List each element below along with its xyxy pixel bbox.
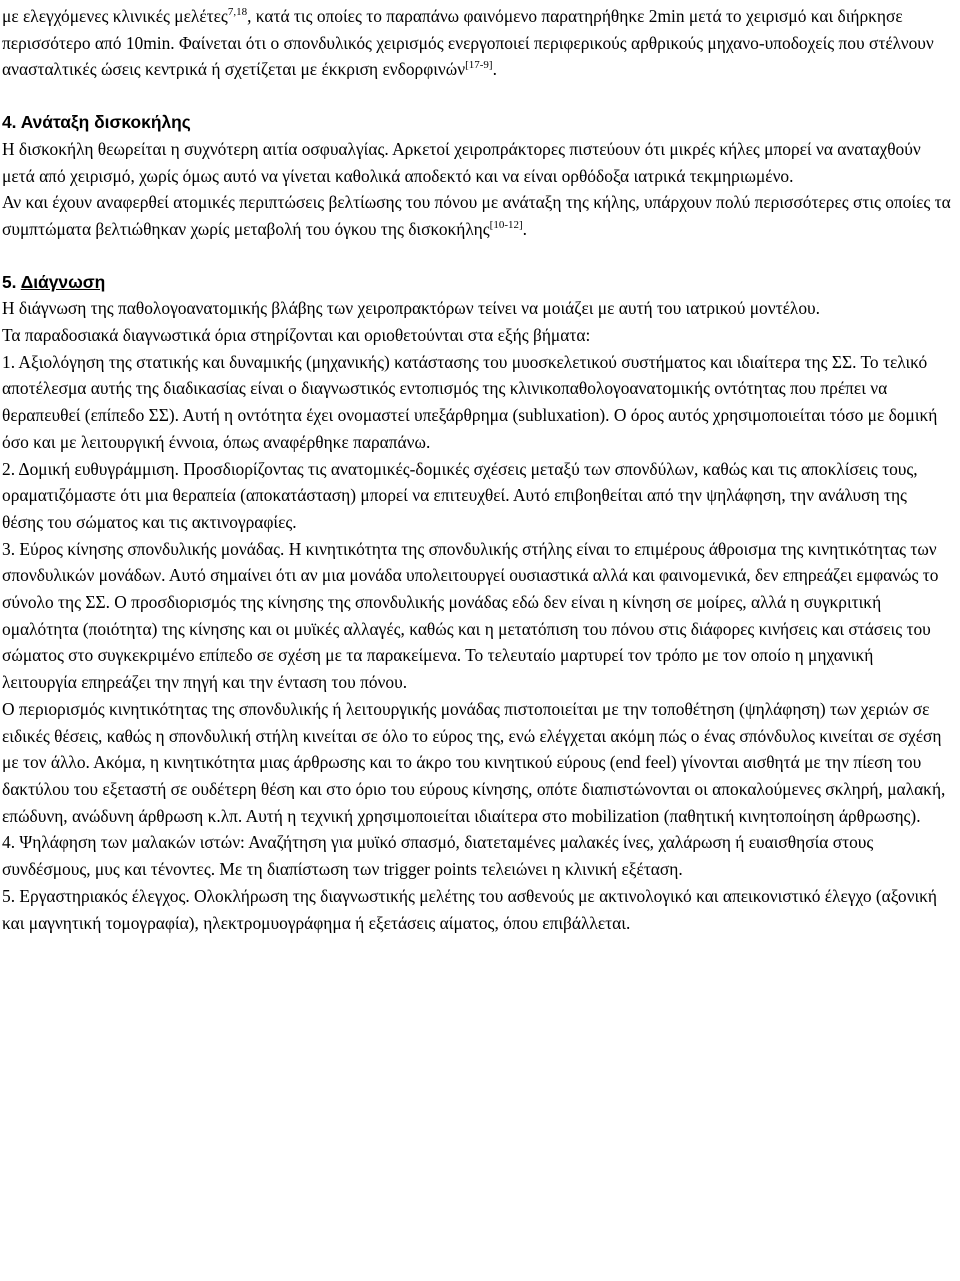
section-5-heading xyxy=(2,269,952,296)
step-3-paragraph: 3. Εύρος κίνησης σπονδυλικής μονάδας. Η κινητικότητα της σπονδυλικής στήλης είναι το επιμέρους άθροισμα της κινητικότητας των σπονδυλικών μονάδων. Αυτό σημαίνει ότι αν μια μονάδα υπολειτουργεί ουσιαστικά αλλά και φαινομενικά, δεν επηρεάζει εμφανώς το σύνολο της ΣΣ. Ο προσδιορισμός της κίνησης της σπονδυλικής μονάδας εδώ δεν είναι η κίνηση σε μοίρες, αλλά η συγκριτική ομαλότητα (ποιότητα) της κίνησης και οι μυϊκές αλλαγές, καθώς και η μετατόπιση του πόνου στις διάφορες κινήσεις και στάσεις του σώματος στο συγκεκριμένο επίπεδο σε σχέση με τα παρακείμενα. Το τελευταίο μαρτυρεί τον τρόπο με τον οποίο η μηχανική λειτουργία επηρεάζει την πηγή και την ένταση του πόνου. xyxy=(2,538,939,693)
section-5-heading-number: 5. xyxy=(2,271,21,292)
section-5-paragraph-2: Τα παραδοσιακά διαγνωστικά όρια στηρίζονται και οριοθετούνται στα εξής βήματα: xyxy=(2,325,591,346)
section-4-paragraph-1: Η δισκοκήλη θεωρείται η συχνότερη αιτία οσφυαλγίας. Αρκετοί χειροπράκτορες πιστεύουν ότι μικρές κήλες μπορεί να αναταχθούν μετά από χειρισμό, χωρίς όμως αυτό να γίνεται καθολικά αποδεκτό και να είναι ορθόδοξα ιατρικά τεκμηριωμένο. xyxy=(2,138,921,186)
paragraph-text: , κατά τις οποίες το παραπάνω φαινόμενο παρατηρήθηκε 2min μετά το χειρισμό και διήρκησε περισσότερο από 10min. Φαίνεται ότι ο σπονδυλικός χειρισμός ενεργοποιεί περιφερικούς αρθρικούς μηχανο-υποδοχείς που στέλνουν ανασταλτικές ώσεις κεντρικά ή σχετίζεται με έκκριση ενδορφινών xyxy=(2,6,934,80)
section-4-heading: 4. Ανάταξη δισκοκήλης xyxy=(2,112,191,133)
citation-superscript: [17-9] xyxy=(465,59,493,72)
section-5-paragraph-1: Η διάγνωση της παθολογοανατομικής βλάβης των χειροπρακτόρων τείνει να μοιάζει με αυτή του ιατρικού μοντέλου. xyxy=(2,298,820,319)
step-2-paragraph: 2. Δομική ευθυγράμμιση. Προσδιορίζοντας τις ανατομικές-δομικές σχέσεις μεταξύ των σπονδύλων, καθώς και τις αποκλίσεις τους, οραματιζόμαστε ότι μια θεραπεία (αποκατάσταση) μπορεί να επιτευχθεί. Αυτό επιβοηθείται από την ψηλάφηση, την ανάλυση της θέσης του σώματος και τις ακτινογραφίες. xyxy=(2,458,918,532)
citation-superscript: [10-12] xyxy=(489,219,523,232)
section-3-tail-paragraph xyxy=(2,3,952,83)
step-3-continuation-paragraph: Ο περιορισμός κινητικότητας της σπονδυλικής ή λειτουργικής μονάδας πιστοποιείται με την τοποθέτηση (ψηλάφηση) των χεριών σε ειδικές θέσεις, καθώς η σπονδυλική στήλη κινείται σε όλο το εύρος της, ενώ ελέγχεται ακόμη πώς ο ένας σπόνδυλος κινείται σε σχέση με τον άλλο. Ακόμα, η κινητικότητα μιας άρθρωσης και το άκρο του κινητικού εύρους (end feel) γίνονται αισθητά με την πίεση του δακτύλου του εξεταστή σε ουδέτερη θέση και στο όριο του εύρους κίνησης, οπότε διαπιστώνονται οι αποκαλούμενες σκληρή, μαλακή, επώδυνη, ανώδυνη άρθρωση κ.λπ. Αυτή η τεχνική χρησιμοποιείται ιδιαίτερα στο mobilization (παθητική κινητοποίηση άρθρωσης). xyxy=(2,698,946,826)
section-5-heading-text: Διάγνωση xyxy=(20,271,106,292)
paragraph-text: με ελεγχόμενες κλινικές μελέτες xyxy=(2,6,228,26)
step-4-paragraph: 4. Ψηλάφηση των μαλακών ιστών: Αναζήτηση για μυϊκό σπασμό, διατεταμένες μαλακές ίνες, χαλάρωση ή ευαισθησία στους συνδέσμους, μυς και τένοντες. Με τη διαπίστωση των trigger points τελειώνει η κλινική εξέταση. xyxy=(2,832,874,880)
step-5-paragraph: 5. Εργαστηριακός έλεγχος. Ολοκλήρωση της διαγνωστικής μελέτης του ασθενούς με ακτινολογικό και απεικονιστικό έλεγχο (αξονική και μαγνητική τομογραφία), ηλεκτρομυογράφημα ή εξετάσεις αίματος, όπου επιβάλλεται. xyxy=(2,885,937,933)
paragraph-text: . xyxy=(492,59,497,80)
paragraph-text: Αν και έχουν αναφερθεί ατομικές περιπτώσεις βελτίωσης του πόνου με ανάταξη της κήλης, υπάρχουν πολύ περισσότερες στις οποίες τα συμπτώματα βελτιώθηκαν χωρίς μεταβολή του όγκου της δισκοκήλης xyxy=(2,192,951,239)
paragraph-text: . xyxy=(522,218,528,239)
citation-superscript: 7,18 xyxy=(227,6,248,19)
step-1-paragraph: 1. Αξιολόγηση της στατικής και δυναμικής (μηχανικής) κατάστασης του μυοσκελετικού συστήματος και ιδιαίτερα της ΣΣ. Το τελικό αποτέλεσμα αυτής της διαδικασίας είναι ο διαγνωστικός εντοπισμός της κλινικοπαθολογοανατομικής οντότητας που πρέπει να θεραπευθεί (επίπεδο ΣΣ). Αυτή η οντότητα έχει ονομαστεί υπεξάρθρημα (subluxation). Ο όρος αυτός χρησιμοποιείται τόσο με δομική όσο και με λειτουργική έννοια, όπως αναφέρθηκε παραπάνω. xyxy=(2,351,938,452)
section-4-paragraph-2 xyxy=(2,189,952,242)
